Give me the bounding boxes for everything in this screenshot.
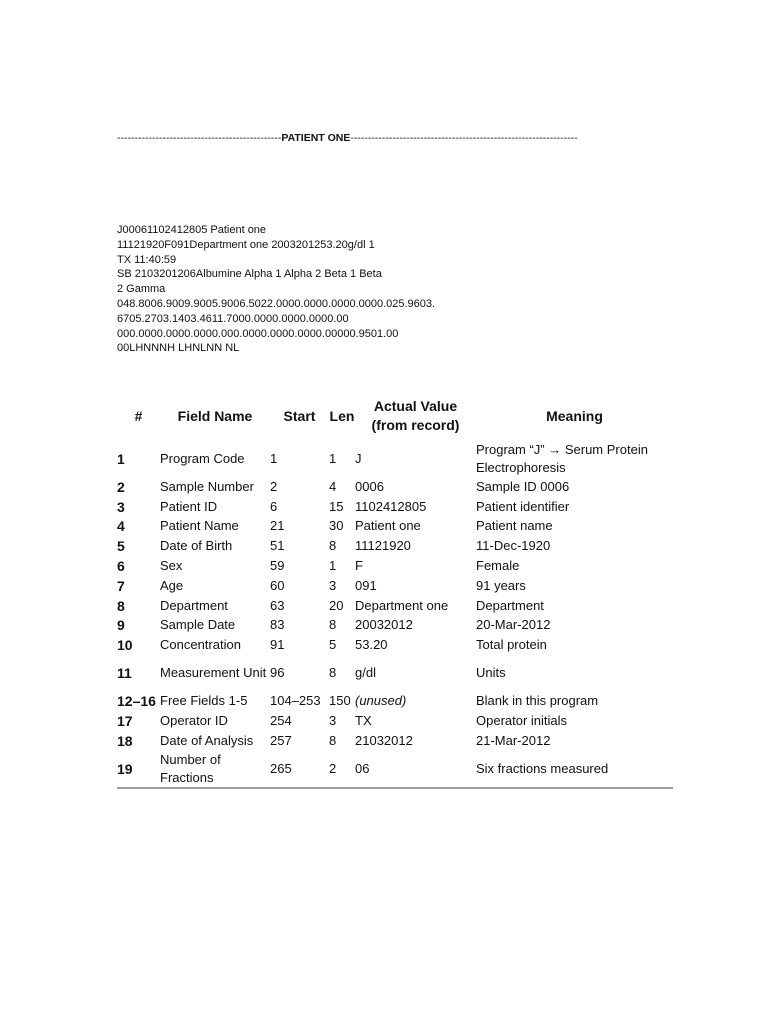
len-cell: 3 (329, 577, 337, 593)
meaning-cell: Operator initials (476, 712, 568, 728)
table-row (117, 576, 673, 596)
raw-record-line: 11121920F091Department one 2003201253.20g/dl 1 (117, 238, 375, 251)
raw-record-line: 6705.2703.1403.4611.7000.0000.0000.0000.00 (117, 312, 349, 325)
meaning-cell: 21-Mar-2012 (476, 732, 551, 748)
len-cell: 20 (329, 597, 344, 613)
meaning-cell: Department (476, 597, 544, 613)
row-number: 8 (117, 597, 125, 614)
field-name-cell: Patient ID (160, 498, 218, 514)
actual-value-cell: 21032012 (355, 732, 413, 748)
table-row (117, 536, 673, 556)
table-row (117, 477, 673, 497)
raw-record-line: 00LHNNNH LHNLNN NL (117, 342, 240, 355)
start-cell: 104–253 (270, 693, 321, 709)
len-cell: 8 (329, 617, 337, 633)
start-cell: 91 (270, 637, 285, 653)
meaning-cell: Program “J” → Serum Protein Electrophoresis (476, 442, 648, 475)
raw-record-line: SB 2103201206Albumine Alpha 1 Alpha 2 Beta 1 Beta (117, 268, 382, 281)
len-cell: 150 (329, 693, 351, 709)
actual-value-cell: (unused) (355, 693, 407, 709)
raw-record-block (117, 223, 537, 356)
len-cell: 5 (329, 637, 337, 653)
actual-value-cell: 0006 (355, 478, 384, 494)
start-cell: 96 (270, 665, 285, 681)
len-cell: 4 (329, 478, 337, 494)
start-cell: 254 (270, 712, 292, 728)
table-row (117, 751, 673, 788)
row-number: 9 (117, 617, 125, 634)
header-actual-value: Actual Value (from record) (371, 398, 460, 433)
actual-value-cell: TX (355, 712, 372, 728)
start-cell: 63 (270, 597, 285, 613)
actual-value-cell: 53.20 (355, 637, 388, 653)
actual-value-cell: F (355, 558, 363, 574)
meaning-cell: Blank in this program (476, 693, 599, 709)
actual-value-cell: J (355, 451, 362, 466)
actual-value-cell: 091 (355, 577, 377, 593)
field-name-cell: Sex (160, 558, 183, 574)
banner-dashes-right: ----------------------------------------------------------------- (350, 132, 578, 144)
table-row (117, 635, 673, 655)
row-number: 5 (117, 538, 125, 555)
field-name-cell: Patient Name (160, 518, 239, 534)
row-number: 3 (117, 498, 125, 515)
len-cell: 8 (329, 665, 337, 681)
actual-value-cell: Department one (355, 597, 449, 613)
actual-value-cell: 20032012 (355, 617, 413, 633)
header-field-name: Field Name (177, 407, 253, 424)
actual-value-cell: 11121920 (355, 538, 411, 554)
start-cell: 257 (270, 732, 292, 748)
meaning-cell: Patient name (476, 518, 553, 534)
meaning-cell: Patient identifier (476, 498, 570, 514)
start-cell: 83 (270, 617, 285, 633)
row-number: 7 (117, 577, 125, 594)
header-number: # (134, 407, 143, 424)
table-row (117, 691, 673, 711)
start-cell: 1 (270, 451, 278, 466)
table-row (117, 517, 673, 537)
meaning-cell: Six fractions measured (476, 751, 673, 788)
meaning-cell: Sample ID 0006 (476, 478, 570, 494)
raw-record-line: 048.8006.9009.9005.9006.5022.0000.0000.0000.0000.025.9603. (117, 297, 436, 310)
field-name-cell: Department (160, 597, 228, 613)
table-row (117, 596, 673, 616)
start-cell: 6 (270, 498, 278, 514)
start-cell: 60 (270, 577, 285, 593)
meaning-cell: Total protein (476, 637, 547, 653)
header-meaning: Meaning (546, 407, 603, 424)
row-number: 18 (117, 732, 133, 749)
raw-record-line: 2 Gamma (117, 283, 166, 296)
field-name-cell: Concentration (160, 637, 241, 653)
page-banner (117, 131, 637, 145)
len-cell: 3 (329, 712, 337, 728)
len-cell: 8 (329, 732, 337, 748)
start-cell: 21 (270, 518, 285, 534)
table-row (117, 497, 673, 517)
row-number: 6 (117, 558, 125, 575)
field-name-cell: Date of Analysis (160, 732, 254, 748)
table-row (117, 556, 673, 576)
row-number: 11 (117, 665, 132, 682)
header-len: Len (329, 407, 355, 424)
actual-value-cell: Patient one (355, 518, 421, 534)
start-cell: 59 (270, 558, 285, 574)
banner-dashes-left: ----------------------------------------------- (117, 132, 282, 144)
row-number: 10 (117, 637, 133, 654)
field-name-cell: Program Code (160, 451, 245, 466)
meaning-cell: 91 years (476, 577, 526, 593)
len-cell: 15 (329, 498, 344, 514)
meaning-cell: Units (476, 665, 506, 681)
field-name-cell: Sample Number (160, 478, 254, 494)
table-row (117, 731, 673, 751)
start-cell: 2 (270, 478, 278, 494)
table-row (117, 655, 673, 691)
row-number: 12–16 (117, 693, 156, 710)
field-definition-table (117, 397, 673, 789)
len-cell: 30 (329, 518, 344, 534)
field-name-cell: Sample Date (160, 617, 236, 633)
len-cell: 1 (329, 451, 337, 466)
table-row (117, 441, 673, 477)
meaning-cell: 11-Dec-1920 (476, 538, 551, 554)
raw-record-line: J00061102412805 Patient one (117, 224, 267, 236)
field-name-cell: Number of Fractions (160, 751, 270, 788)
meaning-cell: Female (476, 558, 520, 574)
table-row (117, 711, 673, 731)
actual-value-cell: 1102412805 (355, 498, 427, 514)
row-number: 17 (117, 712, 133, 729)
start-cell: 265 (270, 751, 329, 788)
table-header-row (117, 397, 673, 441)
field-name-cell: Free Fields 1-5 (160, 693, 248, 709)
header-start: Start (283, 407, 316, 424)
field-name-cell: Age (160, 577, 184, 593)
field-name-cell: Operator ID (160, 712, 228, 728)
raw-record-line: TX 11:40:59 (117, 253, 177, 266)
len-cell: 8 (329, 538, 337, 554)
actual-value-cell: 06 (355, 751, 476, 788)
raw-record-line: 000.0000.0000.0000.000.0000.0000.0000.00000.9501.00 (117, 327, 399, 340)
table-row (117, 616, 673, 636)
actual-value-cell: g/dl (355, 665, 376, 681)
len-cell: 2 (329, 751, 355, 788)
row-number: 2 (117, 478, 125, 495)
len-cell: 1 (329, 558, 337, 574)
field-name-cell: Measurement Unit (160, 665, 267, 681)
page-title: PATIENT ONE (281, 132, 351, 144)
field-name-cell: Date of Birth (160, 538, 233, 554)
row-number: 1 (117, 451, 125, 467)
row-number: 19 (117, 751, 160, 788)
row-number: 4 (117, 518, 125, 535)
start-cell: 51 (270, 538, 285, 554)
meaning-cell: 20-Mar-2012 (476, 617, 551, 633)
